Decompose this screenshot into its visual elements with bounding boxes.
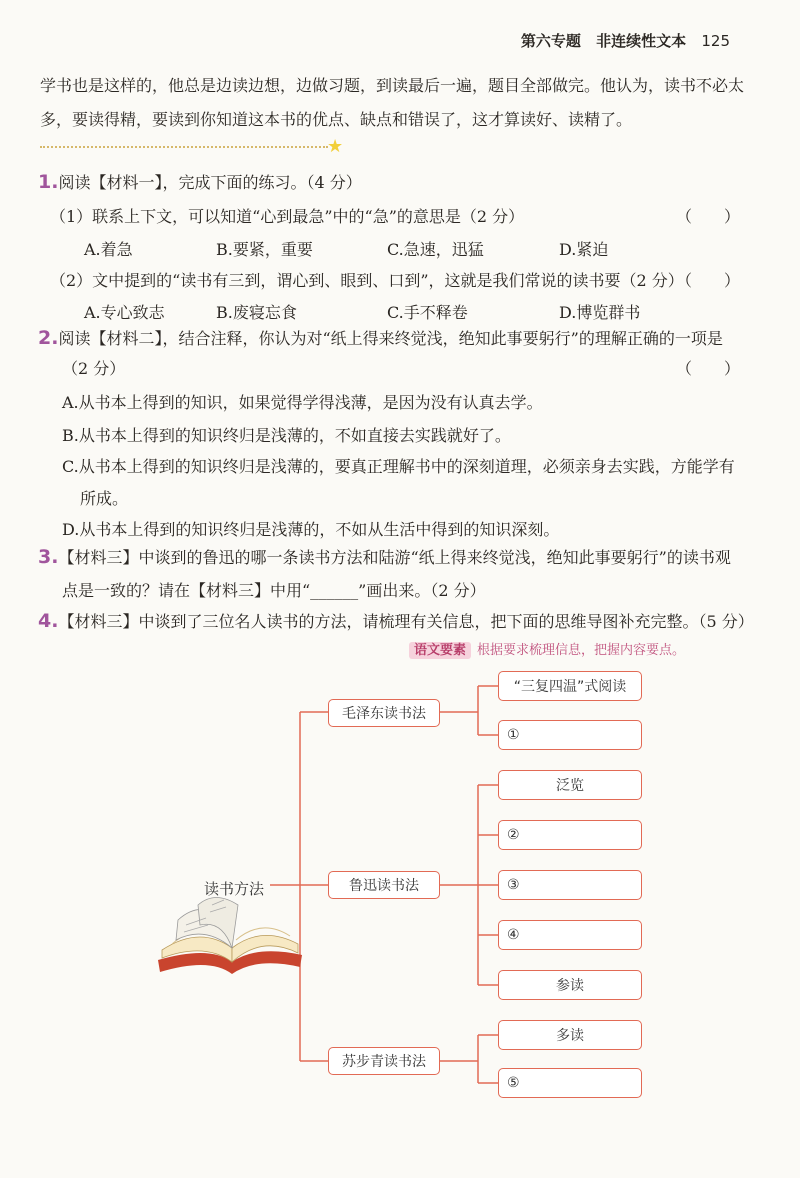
lu-item-5: 参读 bbox=[498, 970, 642, 1000]
question-stem: 【材料三】中谈到的鲁迅的哪一条读书方法和陆游“纸上得来终觉浅，绝知此事要躬行”的读书观 bbox=[58, 548, 731, 567]
lu-blank-2[interactable]: ② bbox=[498, 820, 642, 850]
question-number: 3. bbox=[38, 546, 59, 568]
option-d: D.从书本上得到的知识终归是浅薄的，不如从生活中得到的知识深刻。 bbox=[62, 520, 560, 539]
option-d: D.博览群书 bbox=[559, 303, 641, 322]
option-c: C.手不释卷 bbox=[387, 303, 468, 322]
option-c-cont: 所成。 bbox=[80, 489, 129, 508]
lu-blank-4[interactable]: ④ bbox=[498, 920, 642, 950]
question-stem: 阅读【材料二】，结合注释，你认为对“纸上得来终觉浅，绝知此事要躬行”的理解正确的一项是 bbox=[58, 329, 723, 348]
su-blank-5[interactable]: ⑤ bbox=[498, 1068, 642, 1098]
question-number: 2. bbox=[38, 327, 59, 349]
lu-branch: 鲁迅读书法 bbox=[328, 871, 440, 899]
intro-line-2: 多，要读得精，要读到你知道这本书的优点、缺点和错误了，这才算读好、读精了。 bbox=[40, 110, 633, 129]
question-number: 1. bbox=[38, 171, 59, 193]
q1-sub1-stem: （1）联系上下文，可以知道“心到最急”中的“急”的意思是（2 分） bbox=[50, 207, 525, 226]
mindmap-root: 读书方法 bbox=[204, 880, 265, 898]
mao-branch: 毛泽东读书法 bbox=[328, 699, 440, 727]
tip-tag: 语文要素 bbox=[409, 642, 471, 659]
lu-blank-3[interactable]: ③ bbox=[498, 870, 642, 900]
open-book-icon bbox=[158, 898, 302, 975]
option-b: B.要紧，重要 bbox=[216, 240, 313, 259]
lu-item-1: 泛览 bbox=[498, 770, 642, 800]
mao-blank-1[interactable]: ① bbox=[498, 720, 642, 750]
option-c: C.急速，迅猛 bbox=[387, 240, 484, 259]
question-stem: 【材料三】中谈到了三位名人读书的方法，请梳理有关信息，把下面的思维导图补充完整。（5 分） bbox=[58, 612, 754, 631]
mao-item-1: “三复四温”式阅读 bbox=[498, 671, 642, 701]
su-branch: 苏步青读书法 bbox=[328, 1047, 440, 1075]
answer-paren: （ ） bbox=[676, 359, 741, 378]
intro-line-1: 学书也是这样的，他总是边读边想，边做习题，到读最后一遍，题目全部做完。他认为，读书不必太 bbox=[40, 76, 745, 95]
option-a: A.从书本上得到的知识，如果觉得学得浅薄，是因为没有认真去学。 bbox=[62, 393, 543, 412]
answer-paren: （ ） bbox=[676, 207, 741, 226]
question-stem: 阅读【材料一】，完成下面的练习。（4 分） bbox=[58, 173, 362, 192]
option-b: B.废寝忘食 bbox=[216, 303, 297, 322]
section-title: 第六专题 bbox=[520, 32, 581, 50]
topic-title: 非连续性文本 bbox=[596, 32, 687, 50]
answer-paren: （ ） bbox=[676, 271, 741, 290]
option-d: D.紧迫 bbox=[559, 240, 609, 259]
tip-text: 根据要求梳理信息，把握内容要点。 bbox=[477, 643, 686, 658]
q1-sub2-stem: （2）文中提到的“读书有三到，谓心到、眼到、口到”，这就是我们常说的读书要（2 分） bbox=[50, 271, 684, 290]
option-b: B.从书本上得到的知识终归是浅薄的，不如直接去实践就好了。 bbox=[62, 426, 511, 445]
option-c: C.从书本上得到的知识终归是浅薄的，要真正理解书中的深刻道理，必须亲身去实践，方能学有 bbox=[62, 457, 735, 476]
star-icon: ★ bbox=[327, 136, 344, 157]
question-stem-cont: 点是一致的？请在【材料三】中用“______”画出来。（2 分） bbox=[62, 581, 486, 600]
su-item-1: 多读 bbox=[498, 1020, 642, 1050]
question-points: （2 分） bbox=[62, 359, 126, 378]
option-a: A.专心致志 bbox=[84, 303, 165, 322]
question-number: 4. bbox=[38, 610, 59, 632]
option-a: A.着急 bbox=[84, 240, 133, 259]
page-number: 125 bbox=[701, 32, 730, 50]
